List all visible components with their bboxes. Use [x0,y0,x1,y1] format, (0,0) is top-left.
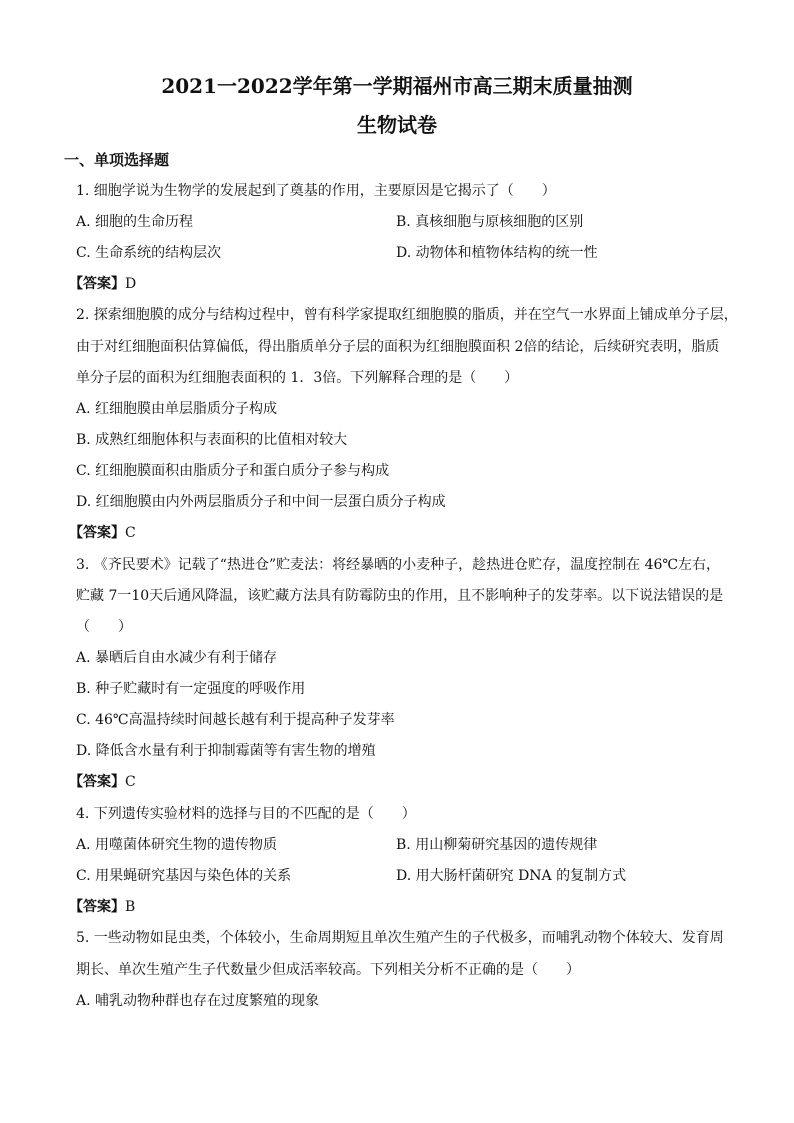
question-3-stem-line-3: （ ） [76,619,132,635]
question-1-stem: 1. 细胞学说为生物学的发展起到了奠基的作用，主要原因是它揭示了（ ） [76,183,556,199]
question-2-option-a: A. 红细胞膜由单层脂质分子构成 [76,401,278,417]
answer-tag: 【答案】 [69,276,125,292]
question-5-stem-line-1: 5. 一些动物如昆虫类，个体较小，生命周期短且单次生殖产生的子代极多，而哺乳动物个体较大、发育周 [76,930,724,946]
question-3-stem-line-2: 贮藏 7一10天后通风降温，该贮藏方法具有防霉防虫的作用，且不影响种子的发芽率。以下说法错误的是 [76,588,724,604]
question-2-option-c: C. 红细胞膜面积由脂质分子和蛋白质分子参与构成 [76,463,390,479]
exam-title: 2021一2022学年第一学期福州市高三期末质量抽测 [161,74,633,98]
answer-value: B [125,899,136,915]
answer-value: C [125,525,136,541]
question-1-option-c: C. 生命系统的结构层次 [76,245,222,261]
answer-tag: 【答案】 [69,525,125,541]
question-1-option-d: D. 动物体和植物体结构的统一性 [396,245,598,261]
question-5-option-a: A. 哺乳动物种群也存在过度繁殖的现象 [76,993,320,1009]
question-4-option-d: D. 用大肠杆菌研究 DNA 的复制方式 [396,868,627,884]
question-5-stem-line-2: 期长、单次生殖产生子代数量少但成活率较高。下列相关分析不正确的是（ ） [76,962,580,978]
answer-value: D [125,276,137,292]
question-3-answer [69,772,136,792]
question-2-option-d: D. 红细胞膜由内外两层脂质分子和中间一层蛋白质分子构成 [76,494,446,510]
question-3-option-a: A. 暴晒后自由水减少有利于储存 [76,650,278,666]
question-1-answer [69,274,136,294]
answer-tag: 【答案】 [69,774,125,790]
section-title: 一、单项选择题 [64,151,170,169]
question-1-option-b: B. 真核细胞与原核细胞的区别 [396,214,584,230]
question-3-stem-line-1: 3. 《齐民要术》记载了“热进仓”贮麦法：将经暴晒的小麦种子，趁热进仓贮存，温度控制在 46℃左右， [76,557,721,573]
question-3-option-b: B. 种子贮藏时有一定强度的呼吸作用 [76,681,306,697]
question-4-answer [69,897,135,917]
question-2-stem-line-1: 2. 探索细胞膜的成分与结构过程中，曾有科学家提取红细胞膜的脂质，并在空气一水界面上铺成单分子层， [76,307,738,323]
exam-subtitle: 生物试卷 [357,113,437,137]
question-2-stem-line-2: 由于对红细胞面积估算偏低，得出脂质单分子层的面积为红细胞膜面积 2倍的结论，后续研究表明，脂质 [76,339,720,355]
question-1-option-a: A. 细胞的生命历程 [76,214,194,230]
question-3-option-c: C. 46℃高温持续时间越长越有利于提高种子发芽率 [76,712,395,728]
answer-value: C [125,774,136,790]
question-4-option-c: C. 用果蝇研究基因与染色体的关系 [76,868,292,884]
question-3-option-d: D. 降低含水量有利于抑制霉菌等有害生物的增殖 [76,743,376,759]
question-2-stem-line-3: 单分子层的面积为红细胞表面积的 1．3倍。下列解释合理的是（ ） [76,370,519,386]
question-2-option-b: B. 成熟红细胞体积与表面积的比值相对较大 [76,432,348,448]
question-2-answer [69,523,136,543]
question-4-stem: 4. 下列遗传实验材料的选择与目的不匹配的是（ ） [76,806,416,822]
answer-tag: 【答案】 [69,899,125,915]
question-4-option-b: B. 用山柳菊研究基因的遗传规律 [396,837,598,853]
question-4-option-a: A. 用噬菌体研究生物的遗传物质 [76,837,278,853]
